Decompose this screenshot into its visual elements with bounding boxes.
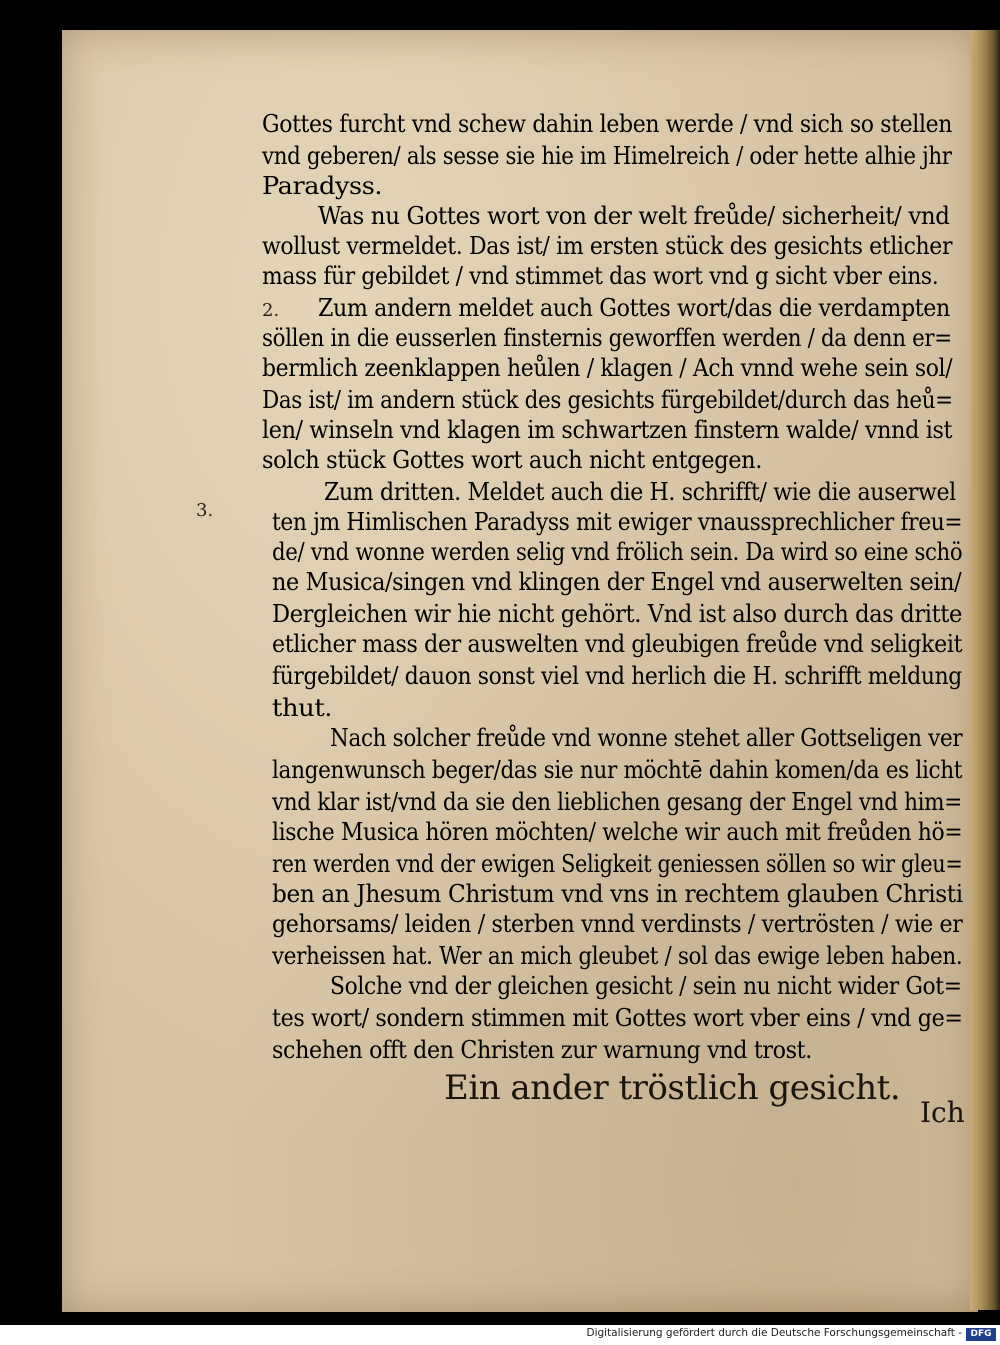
text-line: ne Musica/singen vnd klingen der Engel vnd auserwelten sein/ [272,567,962,596]
text-line: bermlich zeenklappen heůlen / klagen / Ach vnnd wehe sein sol/ [262,353,953,382]
marginal-number-3: 3. [196,500,214,521]
page-edge [970,30,1000,1310]
text-line: Zum andern meldet auch Gottes wort/das die verdampten [318,293,950,322]
footer-bar [0,1325,1000,1345]
text-line: lische Musica hören möchten/ welche wir auch mit freůden hö= [272,817,963,846]
text-line: vnd klar ist/vnd da sie den lieblichen gesang der Engel vnd him= [272,787,962,816]
text-line: Zum dritten. Meldet auch die H. schrifft/ wie die auserwel [324,477,956,506]
text-line: fürgebildet/ dauon sonst viel vnd herlich die H. schrifft meldung [272,661,962,690]
text-line: Dergleichen wir hie nicht gehört. Vnd ist also durch das dritte [272,599,962,628]
text-line: wollust vermeldet. Das ist/ im ersten stück des gesichts etlicher [262,231,953,260]
text-line: ben an Jhesum Christum vnd vns in rechtem glauben Christi [272,879,963,908]
text-line: Paradyss. [262,171,383,200]
text-line: Was nu Gottes wort von der welt freůde/ sicherheit/ vnd [318,201,950,230]
text-line: len/ winseln vnd klagen im schwartzen finstern walde/ vnnd ist [262,415,953,444]
text-line: Solche vnd der gleichen gesicht / sein nu nicht wider Got= [330,971,962,1000]
text-line: thut. [272,693,333,722]
section-heading: Ein ander tröstlich gesicht. [444,1068,901,1108]
marginal-number-2: 2. [262,300,280,321]
text-line: mass für gebildet / vnd stimmet das wort vnd g sicht vber eins. [262,261,939,290]
footer-credit: Digitalisierung gefördert durch die Deutsche Forschungsgemeinschaft - [586,1327,962,1339]
text-line: Gottes furcht vnd schew dahin leben werde / vnd sich so stellen [262,109,953,138]
text-line: langenwunsch beger/das sie nur möchtē dahin komen/da es licht [272,755,963,784]
catchword: Ich [920,1096,965,1129]
text-line: de/ vnd wonne werden selig vnd frölich sein. Da wird so eine schö [272,537,963,566]
text-line: söllen in die eusserlen finsternis geworffen werden / da denn er= [262,323,952,352]
text-line: schehen offt den Christen zur warnung vnd trost. [272,1035,812,1064]
text-line: solch stück Gottes wort auch nicht entgegen. [262,445,762,474]
text-line: etlicher mass der auswelten vnd gleubigen freůde vnd seligkeit [272,629,963,658]
text-line: Nach solcher freůde vnd wonne stehet aller Gottseligen ver [330,723,963,752]
text-line: gehorsams/ leiden / sterben vnnd verdinsts / vertrösten / wie er [272,909,963,938]
text-line: tes wort/ sondern stimmen mit Gottes wort vber eins / vnd ge= [272,1003,963,1032]
text-line: ten jm Himlischen Paradyss mit ewiger vnaussprechlicher freu= [272,507,963,536]
dfg-logo: DFG [966,1328,996,1341]
text-line: ren werden vnd der ewigen Seligkeit geniessen söllen so wir gleu= [272,849,963,878]
text-line: Das ist/ im andern stück des gesichts fürgebildet/durch das heů= [262,385,953,414]
text-line: vnd geberen/ als sesse sie hie im Himelreich / oder hette alhie jhr [262,141,952,170]
text-line: verheissen hat. Wer an mich gleubet / sol das ewige leben haben. [272,941,963,970]
